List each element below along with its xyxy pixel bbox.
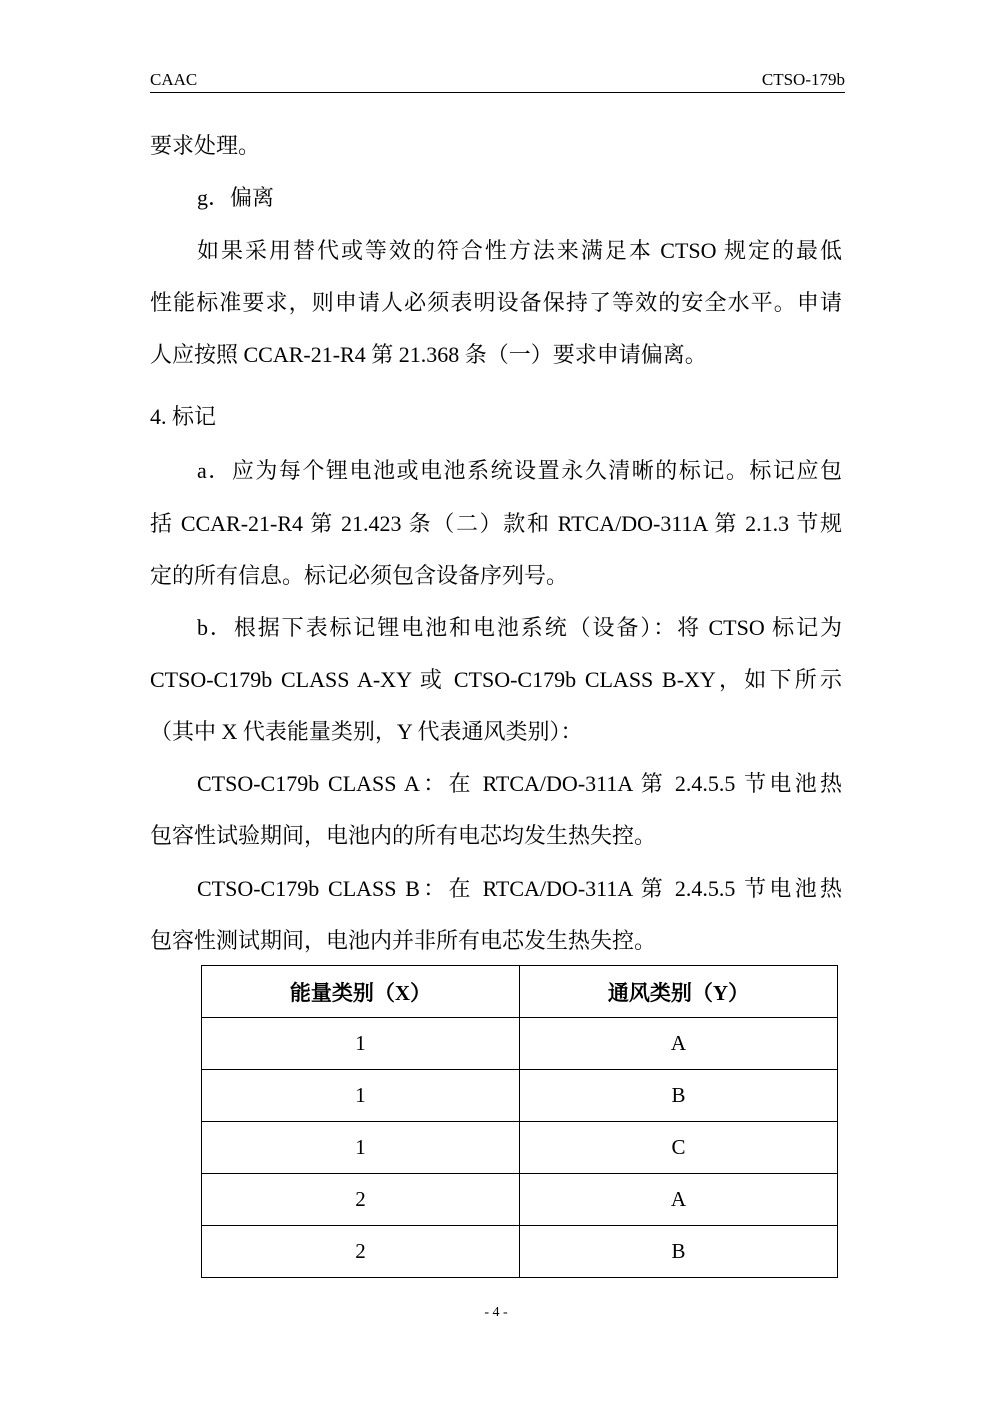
table-cell: B (520, 1070, 838, 1122)
text-line: 括 CCAR-21-R4 第 21.423 条（二）款和 RTCA/DO-311A 第 2.1.3 节规 (150, 511, 842, 536)
table-row (202, 1018, 838, 1070)
text-line: 包容性测试期间，电池内并非所有电芯发生热失控。 (150, 928, 657, 953)
section-heading-g: g．偏离 (197, 185, 275, 210)
table-header-energy: 能量类别（X） (202, 966, 520, 1018)
text-line: 要求处理。 (150, 133, 261, 158)
class-table (201, 965, 838, 1278)
table-row (202, 1122, 838, 1174)
table-row (202, 1070, 838, 1122)
table-cell: A (520, 1174, 838, 1226)
table-header-vent: 通风类别（Y） (520, 966, 838, 1018)
text-line: b．根据下表标记锂电池和电池系统（设备）：将 CTSO 标记为 (197, 615, 842, 640)
text-line: 如果采用替代或等效的符合性方法来满足本 CTSO 规定的最低 (197, 238, 842, 263)
header-right: CTSO-179b (761, 70, 845, 89)
table-cell: 1 (202, 1122, 520, 1174)
text-line: CTSO-C179b CLASS B：在 RTCA/DO-311A 第 2.4.5.5 节电池热 (197, 876, 842, 901)
table-row (202, 1174, 838, 1226)
header-left: CAAC (150, 70, 198, 89)
section-heading-4: 4. 标记 (150, 404, 217, 429)
text-line: CTSO-C179b CLASS A-XY 或 CTSO-C179b CLASS B-XY，如下所示 (150, 667, 842, 692)
page-number: - 4 - (484, 1305, 508, 1320)
text-line: 包容性试验期间，电池内的所有电芯均发生热失控。 (150, 823, 657, 848)
page-header (150, 70, 845, 93)
text-line: （其中 X 代表能量类别，Y 代表通风类别）： (150, 719, 583, 744)
text-line: 定的所有信息。标记必须包含设备序列号。 (150, 563, 569, 588)
text-line: a．应为每个锂电池或电池系统设置永久清晰的标记。标记应包 (197, 458, 842, 483)
text-line: 性能标准要求，则申请人必须表明设备保持了等效的安全水平。申请 (150, 290, 842, 315)
table-cell: B (520, 1226, 838, 1278)
table-cell: C (520, 1122, 838, 1174)
table-row (202, 1226, 838, 1278)
table-cell: 1 (202, 1070, 520, 1122)
text-line: CTSO-C179b CLASS A：在 RTCA/DO-311A 第 2.4.5.5 节电池热 (197, 771, 842, 796)
table-cell: 2 (202, 1174, 520, 1226)
table-cell: 2 (202, 1226, 520, 1278)
table-cell: A (520, 1018, 838, 1070)
text-line: 人应按照 CCAR-21-R4 第 21.368 条（一）要求申请偏离。 (150, 342, 707, 367)
table-cell: 1 (202, 1018, 520, 1070)
table-header-row (202, 966, 838, 1018)
